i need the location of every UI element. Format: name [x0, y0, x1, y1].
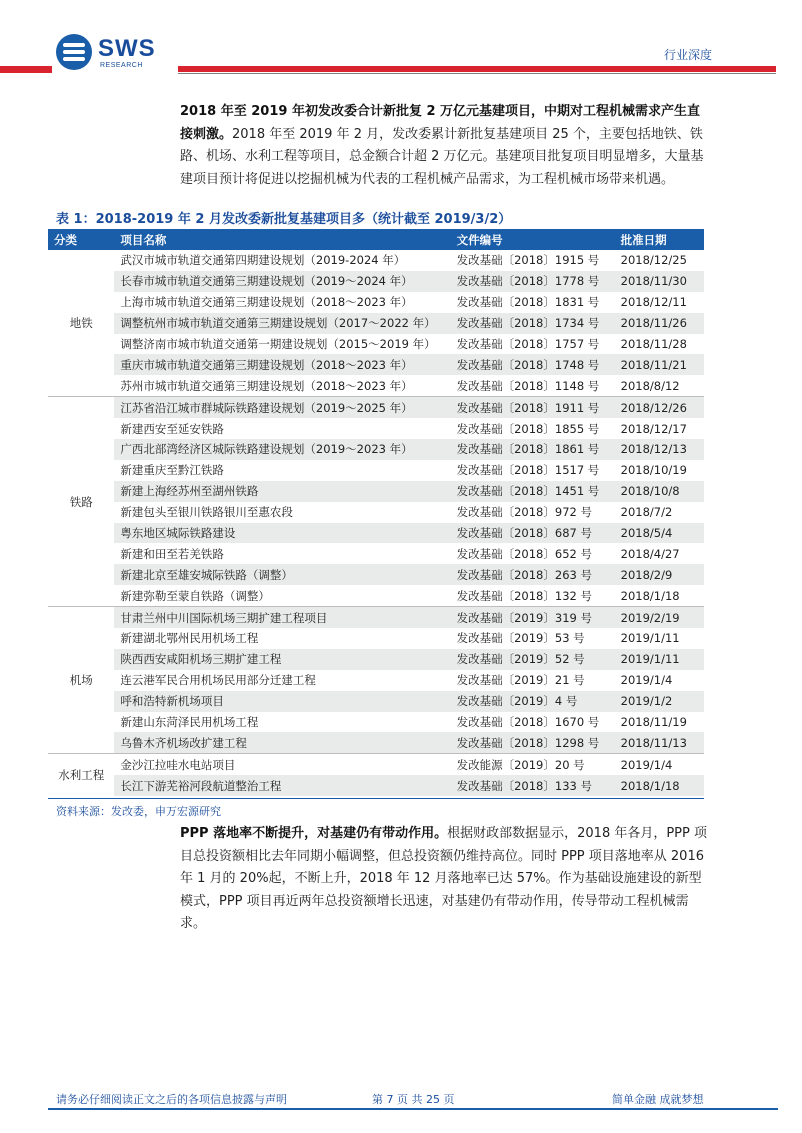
approval-date-cell: 2018/11/13	[615, 732, 704, 753]
approval-date-cell: 2018/11/21	[615, 354, 704, 375]
projects-table	[48, 230, 704, 796]
table-row	[48, 691, 704, 712]
col-header-category: 分类	[48, 230, 114, 250]
file-number-cell: 发改基础〔2018〕972 号	[456, 505, 592, 520]
file-number-cell: 发改基础〔2018〕1517 号	[456, 463, 600, 478]
table-header-row	[48, 230, 704, 250]
table-row	[48, 523, 704, 544]
file-number-cell: 发改基础〔2018〕1748 号	[451, 354, 615, 375]
approval-date-cell: 2018/5/4	[615, 523, 704, 544]
table-row	[48, 628, 704, 649]
approval-date-cell: 2018/10/8	[615, 481, 704, 502]
project-name-cell: 新建重庆至黔江铁路	[120, 463, 224, 478]
file-number-cell: 发改基础〔2019〕52 号	[451, 649, 615, 670]
table-row	[48, 732, 704, 753]
project-name-cell: 连云港军民合用机场民用部分迁建工程	[120, 673, 316, 688]
table-row	[48, 292, 704, 313]
col-header-date: 批准日期	[615, 230, 704, 250]
approval-date-cell: 2018/12/26	[615, 397, 704, 418]
project-name-cell: 长春市城市轨道交通第三期建设规划（2019～2024 年）	[114, 271, 450, 292]
approval-date-cell: 2019/1/11	[615, 649, 704, 670]
project-name-cell: 江苏省沿江城市群城际铁路建设规划（2019～2025 年）	[114, 397, 450, 418]
table-row	[48, 418, 704, 439]
table-row	[48, 250, 704, 271]
intro-paragraph-body: 2018 年至 2019 年 2 月，发改委累计新批复基建项目 25 个，主要包括地铁、铁路、机场、水利工程等项目，总金额合计超 2 万亿元。基建项目批复项目明显增多，大量基建项目预计将促进以挖掘机械为代表的工程机械产品需求，为工程机械市场带来机遇。	[180, 126, 704, 187]
table-row	[48, 460, 704, 481]
file-number-cell: 发改基础〔2018〕652 号	[456, 546, 592, 561]
project-name-cell: 广西北部湾经济区城际铁路建设规划（2019～2023 年）	[114, 439, 450, 460]
file-number-cell: 发改基础〔2018〕1861 号	[451, 439, 615, 460]
project-name-cell: 重庆市城市轨道交通第三期建设规划（2018～2023 年）	[114, 354, 450, 375]
file-number-cell: 发改基础〔2019〕21 号	[456, 673, 585, 688]
header-red-bar-left	[0, 66, 52, 73]
table-row	[48, 607, 704, 628]
file-number-cell: 发改基础〔2019〕4 号	[451, 691, 615, 712]
table-row	[48, 670, 704, 691]
project-name-cell: 苏州市城市轨道交通第三期建设规划（2018～2023 年）	[120, 378, 413, 393]
header-red-bar	[178, 66, 776, 72]
file-number-cell: 发改基础〔2018〕1734 号	[451, 313, 615, 334]
project-name-cell: 长江下游芜裕河段航道整治工程	[114, 775, 450, 796]
file-number-cell: 发改基础〔2018〕1757 号	[456, 337, 600, 351]
project-name-cell: 乌鲁木齐机场改扩建工程	[114, 732, 450, 753]
table-row	[48, 649, 704, 670]
company-logo	[56, 34, 166, 74]
file-number-cell: 发改基础〔2018〕687 号	[451, 523, 615, 544]
file-number-cell: 发改基础〔2018〕1148 号	[456, 378, 600, 393]
project-name-cell: 新建弥勒至蒙自铁路（调整）	[120, 588, 270, 603]
table-row	[48, 564, 704, 585]
project-name-cell: 粤东地区城际铁路建设	[114, 523, 450, 544]
file-number-cell: 发改基础〔2018〕133 号	[451, 775, 615, 796]
table-source: 资料来源：发改委，申万宏源研究	[56, 805, 221, 818]
table-row	[48, 271, 704, 292]
file-number-cell: 发改基础〔2018〕1855 号	[456, 421, 600, 436]
section-label: 行业深度	[664, 48, 713, 62]
table-row	[48, 754, 704, 775]
ppp-paragraph-body: 根据财政部数据显示，2018 年各月，PPP 项目总投资额相比去年同期小幅调整，但总投资额仍维持高位。同时 PPP 项目落地率从 2016 年 1 月的 20%起，不断上升，2018 年 12 月落地率已达 57%。作为基础设施建设的新型模式，PPP 项目再近两年总投资额增长迅速，对基建仍有带动作用，传导带动工程机械需求。	[180, 826, 707, 931]
project-name-cell: 新建湖北鄂州民用机场工程	[120, 631, 259, 646]
category-cell: 水利工程	[48, 754, 114, 796]
logo-mark-icon	[56, 34, 92, 70]
approval-date-cell: 2018/12/13	[615, 439, 704, 460]
project-name-cell: 调整杭州市城市轨道交通第三期建设规划（2017～2022 年）	[114, 313, 450, 334]
approval-date-cell: 2018/7/2	[620, 505, 673, 520]
table-row	[48, 354, 704, 375]
file-number-cell: 发改基础〔2018〕263 号	[451, 564, 615, 585]
table-row	[48, 334, 704, 355]
table-row	[48, 375, 704, 396]
table-row	[48, 585, 704, 606]
logo-subtext: RESEARCH	[100, 62, 143, 69]
approval-date-cell: 2018/11/28	[620, 337, 687, 351]
logo-text: SWS	[98, 35, 156, 62]
table-bottom-rule	[48, 798, 704, 799]
file-number-cell: 发改基础〔2019〕53 号	[456, 631, 585, 646]
project-name-cell: 新建和田至若羌铁路	[120, 546, 224, 561]
col-header-project: 项目名称	[114, 230, 450, 250]
category-cell: 机场	[48, 607, 114, 754]
project-name-cell: 调整济南市城市轨道交通第一期建设规划（2015～2019 年）	[120, 337, 436, 351]
approval-date-cell: 2019/2/19	[615, 607, 704, 628]
file-number-cell: 发改基础〔2018〕1831 号	[456, 295, 600, 310]
file-number-cell: 发改基础〔2018〕1915 号	[456, 253, 600, 268]
file-number-cell: 发改能源〔2019〕20 号	[451, 754, 615, 775]
table-row	[48, 313, 704, 334]
file-number-cell: 发改基础〔2018〕1451 号	[451, 481, 615, 502]
approval-date-cell: 2018/4/27	[620, 546, 680, 561]
table-row	[48, 439, 704, 460]
project-name-cell: 新建西安至延安铁路	[120, 421, 224, 436]
project-name-cell: 上海市城市轨道交通第三期建设规划（2018～2023 年）	[120, 295, 413, 310]
footer-rule	[48, 1108, 778, 1110]
file-number-cell: 发改基础〔2018〕1911 号	[451, 397, 615, 418]
ppp-paragraph-lead: PPP 落地率不断提升，对基建仍有带动作用。	[180, 826, 448, 841]
project-name-cell: 陕西西安咸阳机场三期扩建工程	[114, 649, 450, 670]
footer-disclaimer: 请务必仔细阅读正文之后的各项信息披露与声明	[56, 1093, 287, 1106]
col-header-file-no: 文件编号	[451, 230, 615, 250]
footer-slogan: 简单金融 成就梦想	[612, 1093, 704, 1106]
header-divider	[178, 73, 776, 74]
project-name-cell: 甘肃兰州中川国际机场三期扩建工程项目	[114, 607, 450, 628]
file-number-cell: 发改基础〔2018〕1298 号	[451, 732, 615, 753]
approval-date-cell: 2019/1/11	[620, 631, 680, 646]
approval-date-cell: 2018/11/19	[620, 715, 687, 730]
approval-date-cell: 2018/1/18	[615, 775, 704, 796]
project-name-cell: 新建包头至银川铁路银川至惠农段	[120, 505, 293, 520]
approval-date-cell: 2019/1/4	[620, 673, 673, 688]
project-name-cell: 新建上海经苏州至湖州铁路	[114, 481, 450, 502]
table-row	[48, 397, 704, 418]
intro-paragraph-lead: 2018 年至 2019 年初发改委合计新批复 2 万亿元基建项目，中期对工程机械需求产生直接刺激。	[180, 104, 701, 142]
intro-paragraph	[180, 101, 708, 191]
category-cell: 铁路	[48, 397, 114, 607]
table-row	[48, 502, 704, 523]
table-row	[48, 712, 704, 733]
table-row	[48, 775, 704, 796]
approval-date-cell: 2018/1/18	[620, 588, 680, 603]
project-name-cell: 武汉市城市轨道交通第四期建设规划（2019-2024 年）	[120, 253, 406, 268]
approval-date-cell: 2019/1/4	[615, 754, 704, 775]
file-number-cell: 发改基础〔2018〕1778 号	[451, 271, 615, 292]
table-row	[48, 481, 704, 502]
approval-date-cell: 2018/12/17	[620, 421, 687, 436]
footer-page-number: 第 7 页 共 25 页	[372, 1093, 455, 1106]
project-name-cell: 呼和浩特新机场项目	[114, 691, 450, 712]
file-number-cell: 发改基础〔2019〕319 号	[451, 607, 615, 628]
ppp-paragraph	[180, 823, 708, 936]
table-row	[48, 543, 704, 564]
approval-date-cell: 2018/8/12	[620, 378, 680, 393]
category-cell: 地铁	[48, 250, 114, 397]
file-number-cell: 发改基础〔2018〕1670 号	[456, 715, 600, 730]
approval-date-cell: 2018/12/25	[620, 253, 687, 268]
project-name-cell: 新建北京至雄安城际铁路（调整）	[114, 564, 450, 585]
project-name-cell: 新建山东菏泽民用机场工程	[120, 715, 259, 730]
table-title: 表 1：2018-2019 年 2 月发改委新批复基建项目多（统计截至 2019/3/2）	[56, 212, 512, 227]
approval-date-cell: 2018/2/9	[615, 564, 704, 585]
project-name-cell: 金沙江拉哇水电站项目	[114, 754, 450, 775]
file-number-cell: 发改基础〔2018〕132 号	[456, 588, 592, 603]
approval-date-cell: 2018/11/26	[615, 313, 704, 334]
approval-date-cell: 2018/10/19	[620, 463, 687, 478]
approval-date-cell: 2019/1/2	[615, 691, 704, 712]
approval-date-cell: 2018/12/11	[620, 295, 687, 310]
approval-date-cell: 2018/11/30	[615, 271, 704, 292]
